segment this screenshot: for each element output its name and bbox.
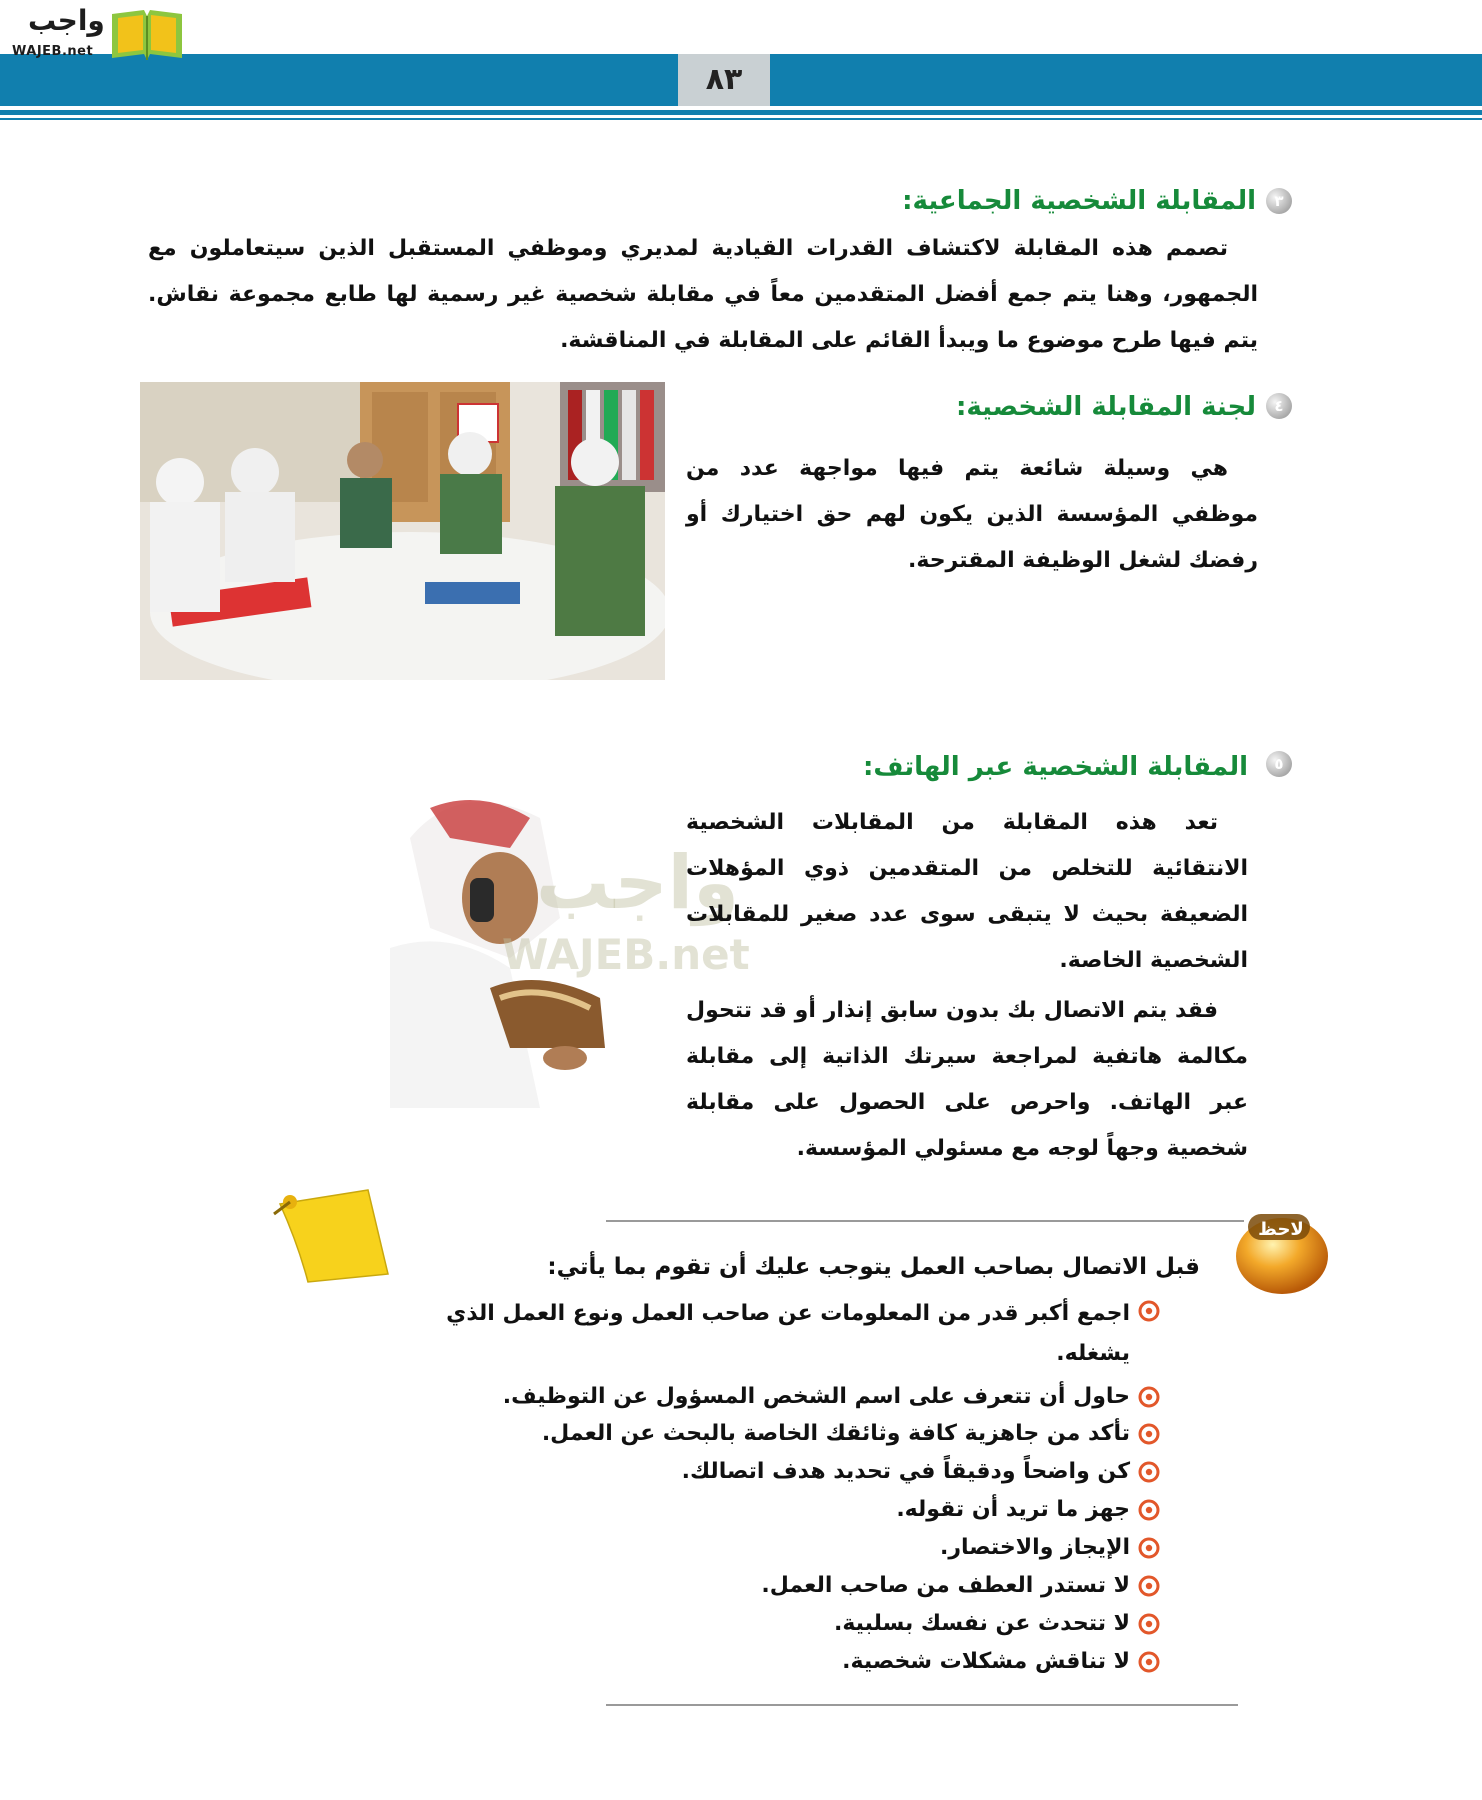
logo-latin: WAJEB.net bbox=[12, 44, 94, 59]
target-bullet-icon bbox=[1138, 1300, 1160, 1322]
section-3-body: تصمم هذه المقابلة لاكتشاف القدرات القيادية لمديري وموظفي المستقبل الذين سيتعاملون مع الجمهور، وهنا يتم جمع أفضل المتقدمين معاً في مقابلة شخصية غير رسمية لها طابع مجموعة نقاش. يتم فيها طرح موضوع ما ويبدأ القائم على المقابلة في المناقشة. bbox=[148, 236, 1258, 353]
list-item-text: جهز ما تريد أن تقوله. bbox=[896, 1497, 1130, 1522]
list-item bbox=[420, 1645, 1160, 1683]
target-bullet-icon bbox=[1138, 1423, 1160, 1445]
list-item bbox=[420, 1380, 1160, 1417]
target-bullet-icon bbox=[1138, 1386, 1160, 1408]
list-item bbox=[420, 1455, 1160, 1493]
logo-text: واجب bbox=[28, 4, 105, 37]
list-item bbox=[420, 1294, 1160, 1380]
note-top-rule bbox=[606, 1220, 1244, 1222]
section-4-title: لجنة المقابلة الشخصية: bbox=[956, 392, 1256, 422]
list-item-text: الإيجاز والاختصار. bbox=[939, 1535, 1130, 1560]
target-bullet-icon bbox=[1138, 1461, 1160, 1483]
list-item-text: كن واضحاً ودقيقاً في تحديد هدف اتصالك. bbox=[681, 1459, 1130, 1484]
interview-committee-photo bbox=[140, 382, 665, 680]
section-5-body-2: فقد يتم الاتصال بك بدون سابق إنذار أو قد تتحول مكالمة هاتفية لمراجعة سيرتك الذاتية إلى مقابلة عبر الهاتف. واحرص على الحصول على مقابلة شخصية وجهاً لوجه مع مسئولي المؤسسة. bbox=[686, 998, 1248, 1161]
list-item bbox=[420, 1417, 1160, 1455]
section-5-title: المقابلة الشخصية عبر الهاتف: bbox=[862, 752, 1248, 782]
section-3-title: المقابلة الشخصية الجماعية: bbox=[902, 186, 1256, 216]
target-bullet-icon bbox=[1138, 1537, 1160, 1559]
target-bullet-icon bbox=[1138, 1613, 1160, 1635]
note-list bbox=[420, 1294, 1160, 1683]
list-item-text: تأكد من جاهزية كافة وثائقك الخاصة بالبحث عن العمل. bbox=[541, 1421, 1130, 1446]
target-bullet-icon bbox=[1138, 1499, 1160, 1521]
list-item-text: اجمع أكبر قدر من المعلومات عن صاحب العمل ونوع العمل الذي يشغله. bbox=[446, 1301, 1130, 1366]
list-item bbox=[420, 1493, 1160, 1531]
watermark-latin: WAJEB.net bbox=[502, 930, 750, 979]
list-item bbox=[420, 1607, 1160, 1645]
section-4-body: هي وسيلة شائعة يتم فيها مواجهة عدد من موظفي المؤسسة الذين يكون لهم حق اختيارك أو رفضك لشغل الوظيفة المقترحة. bbox=[686, 456, 1258, 573]
book-logo-icon bbox=[108, 6, 186, 62]
header-rule-thin bbox=[0, 118, 1482, 120]
list-item-text: حاول أن تتعرف على اسم الشخص المسؤول عن التوظيف. bbox=[502, 1384, 1130, 1409]
sticky-note-icon bbox=[268, 1184, 398, 1288]
note-intro: قبل الاتصال بصاحب العمل يتوجب عليك أن تقوم بما يأتي: bbox=[547, 1254, 1200, 1280]
header-rule bbox=[0, 110, 1482, 115]
list-item-text: لا تستدر العطف من صاحب العمل. bbox=[761, 1573, 1130, 1598]
section-3-number: ٣ bbox=[1266, 188, 1292, 214]
list-item bbox=[420, 1531, 1160, 1569]
list-item-text: لا تتحدث عن نفسك بسلبية. bbox=[833, 1611, 1130, 1636]
list-item bbox=[420, 1569, 1160, 1607]
section-4-number: ٤ bbox=[1266, 393, 1292, 419]
page-number: ٨٣ bbox=[678, 54, 770, 106]
note-bottom-rule bbox=[606, 1704, 1238, 1706]
section-5-number: ٥ bbox=[1266, 751, 1292, 777]
list-item-text: لا تناقش مشكلات شخصية. bbox=[842, 1649, 1130, 1674]
target-bullet-icon bbox=[1138, 1651, 1160, 1673]
watermark-arabic: واجب bbox=[536, 840, 740, 926]
section-5-body-1: تعد هذه المقابلة من المقابلات الشخصية الانتقائية للتخلص من المتقدمين ذوي المؤهلات الضعيفة بحيث لا يتبقى سوى عدد صغير للمقابلات الشخصية الخاصة. bbox=[686, 810, 1248, 973]
note-badge-label: لاحظ bbox=[1258, 1219, 1304, 1240]
target-bullet-icon bbox=[1138, 1575, 1160, 1597]
